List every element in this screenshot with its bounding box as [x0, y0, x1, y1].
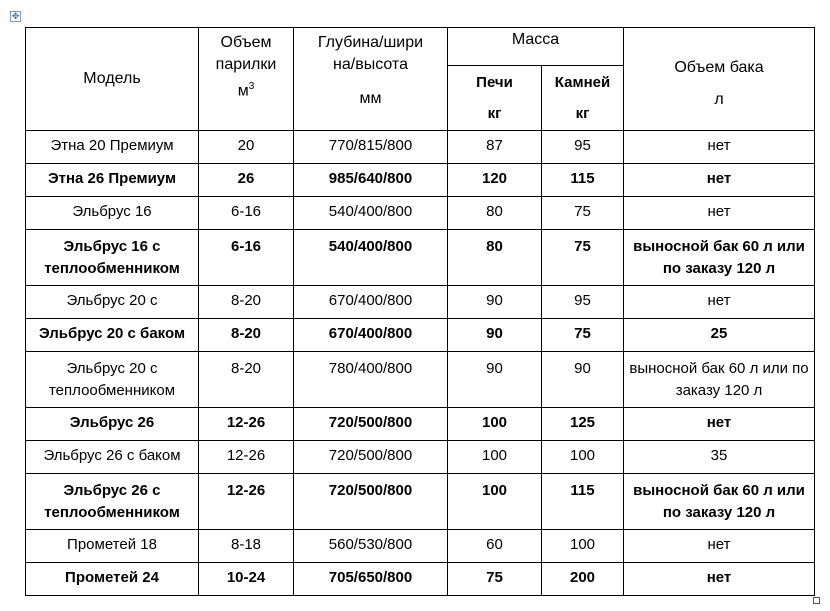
header-volume — [199, 28, 294, 131]
tank-cell: выносной бак 60 л или по заказу 120 л — [624, 230, 815, 286]
header-mass: Масса — [448, 28, 624, 66]
stones-mass-cell: 100 — [542, 441, 624, 474]
table-row — [26, 197, 815, 230]
header-volume-line2: парилки — [215, 56, 277, 73]
table-row — [26, 408, 815, 441]
table-row — [26, 474, 815, 530]
volume-cell: 8-20 — [199, 352, 294, 408]
model-cell: Эльбрус 16 — [26, 197, 199, 230]
volume-cell: 12-26 — [199, 474, 294, 530]
dimensions-cell: 540/400/800 — [294, 230, 448, 286]
header-dims-line1: Глубина/шири — [317, 34, 424, 51]
header-tank-title: Объем бака — [674, 59, 764, 76]
stove-mass-cell: 87 — [448, 131, 542, 164]
volume-cell: 8-20 — [199, 319, 294, 352]
stones-mass-cell: 90 — [542, 352, 624, 408]
stones-mass-cell: 100 — [542, 530, 624, 563]
table-resize-handle-icon[interactable] — [813, 597, 820, 604]
model-cell: Прометей 18 — [26, 530, 199, 563]
dimensions-cell: 770/815/800 — [294, 131, 448, 164]
dimensions-cell: 670/400/800 — [294, 286, 448, 319]
table-move-handle-icon[interactable]: ✥ — [11, 11, 20, 21]
tank-cell: нет — [624, 563, 815, 596]
table-row — [26, 441, 815, 474]
dimensions-cell: 540/400/800 — [294, 197, 448, 230]
table-row — [26, 352, 815, 408]
header-mass-stones: Камней кг — [542, 66, 624, 131]
volume-cell: 8-18 — [199, 530, 294, 563]
stones-mass-cell: 95 — [542, 286, 624, 319]
stones-mass-cell: 75 — [542, 230, 624, 286]
stove-mass-cell: 90 — [448, 286, 542, 319]
tank-cell: выносной бак 60 л или по заказу 120 л — [624, 474, 815, 530]
model-cell: Эльбрус 20 с теплообменником — [26, 352, 199, 408]
stove-mass-cell: 90 — [448, 352, 542, 408]
stones-mass-cell: 125 — [542, 408, 624, 441]
model-cell: Эльбрус 20 с — [26, 286, 199, 319]
volume-cell: 6-16 — [199, 230, 294, 286]
tank-cell: выносной бак 60 л или по заказу 120 л — [624, 352, 815, 408]
table-row — [26, 286, 815, 319]
model-cell: Этна 20 Премиум — [26, 131, 199, 164]
header-dims-unit: мм — [359, 90, 382, 107]
model-cell: Эльбрус 26 с теплообменником — [26, 474, 199, 530]
header-dims-line2: на/высота — [333, 56, 408, 73]
stones-mass-cell: 75 — [542, 319, 624, 352]
stones-mass-cell: 115 — [542, 474, 624, 530]
tank-cell: нет — [624, 286, 815, 319]
stones-mass-cell: 75 — [542, 197, 624, 230]
stove-mass-cell: 100 — [448, 408, 542, 441]
model-cell: Эльбрус 26 — [26, 408, 199, 441]
table-row — [26, 230, 815, 286]
header-model: Модель — [26, 28, 199, 131]
dimensions-cell: 705/650/800 — [294, 563, 448, 596]
stones-mass-cell: 200 — [542, 563, 624, 596]
header-volume-line1: Объем — [220, 34, 272, 51]
tank-cell: нет — [624, 197, 815, 230]
stove-mass-cell: 60 — [448, 530, 542, 563]
dimensions-cell: 670/400/800 — [294, 319, 448, 352]
volume-cell: 10-24 — [199, 563, 294, 596]
model-cell: Этна 26 Премиум — [26, 164, 199, 197]
table-row — [26, 530, 815, 563]
volume-cell: 8-20 — [199, 286, 294, 319]
tank-cell: нет — [624, 530, 815, 563]
volume-cell: 26 — [199, 164, 294, 197]
tank-cell: нет — [624, 131, 815, 164]
header-tank-unit: л — [714, 91, 724, 108]
dimensions-cell: 720/500/800 — [294, 441, 448, 474]
dimensions-cell: 560/530/800 — [294, 530, 448, 563]
stove-mass-cell: 80 — [448, 197, 542, 230]
header-volume-unit: $м^3$ — [237, 81, 255, 100]
tank-cell: нет — [624, 164, 815, 197]
volume-cell: 12-26 — [199, 408, 294, 441]
header-tank — [624, 28, 815, 131]
stove-mass-cell: 100 — [448, 474, 542, 530]
stones-mass-cell: 115 — [542, 164, 624, 197]
stones-mass-cell: 95 — [542, 131, 624, 164]
stove-mass-cell: 80 — [448, 230, 542, 286]
tank-cell: нет — [624, 408, 815, 441]
dimensions-cell: 985/640/800 — [294, 164, 448, 197]
tank-cell: 25 — [624, 319, 815, 352]
stove-mass-cell: 120 — [448, 164, 542, 197]
header-dimensions — [294, 28, 448, 131]
stove-mass-cell: 100 — [448, 441, 542, 474]
stove-mass-cell: 75 — [448, 563, 542, 596]
table-row — [26, 563, 815, 596]
model-cell: Прометей 24 — [26, 563, 199, 596]
dimensions-cell: 780/400/800 — [294, 352, 448, 408]
header-mass-stove: Печи кг — [448, 66, 542, 131]
stove-mass-cell: 90 — [448, 319, 542, 352]
volume-cell: 20 — [199, 131, 294, 164]
tank-cell: 35 — [624, 441, 815, 474]
model-cell: Эльбрус 20 с баком — [26, 319, 199, 352]
table-row — [26, 319, 815, 352]
stoves-table — [25, 27, 815, 596]
table-row — [26, 131, 815, 164]
table-row — [26, 164, 815, 197]
model-cell: Эльбрус 26 с баком — [26, 441, 199, 474]
model-cell: Эльбрус 16 с теплообменником — [26, 230, 199, 286]
dimensions-cell: 720/500/800 — [294, 474, 448, 530]
dimensions-cell: 720/500/800 — [294, 408, 448, 441]
volume-cell: 12-26 — [199, 441, 294, 474]
volume-cell: 6-16 — [199, 197, 294, 230]
